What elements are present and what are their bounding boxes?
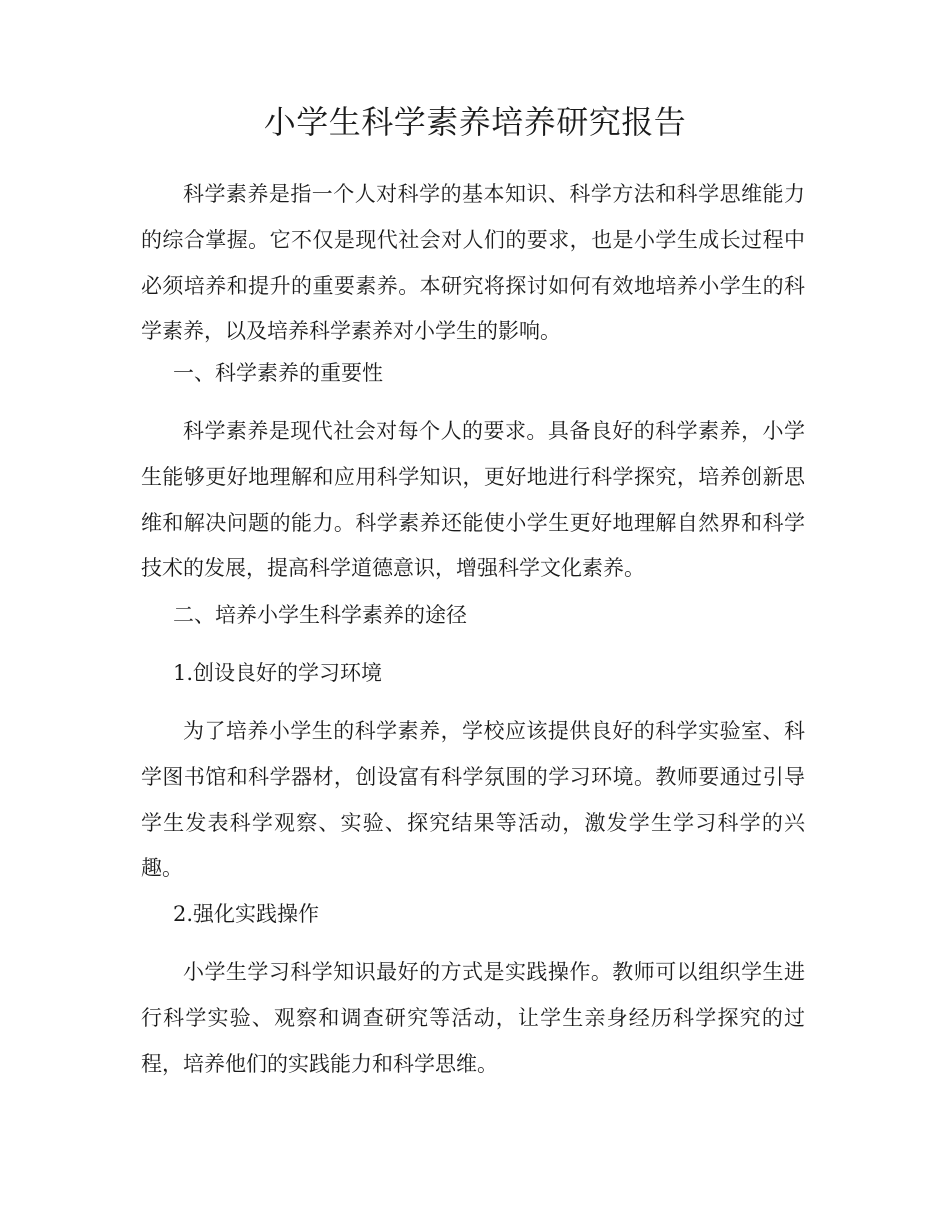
intro-paragraph: 科学素养是指一个人对科学的基本知识、科学方法和科学思维能力的综合掌握。它不仅是现代社会对人们的要求，也是小学生成长过程中必须培养和提升的重要素养。本研究将探讨如何有效地培养小学生的科学素养，以及培养科学素养对小学生的影响。 xyxy=(141,182,805,344)
subsection-heading-practice: 2.强化实践操作 xyxy=(173,902,320,926)
document-title: 小学生科学素养培养研究报告 xyxy=(263,103,687,141)
subsection-paragraph-environment: 为了培养小学生的科学素养，学校应该提供良好的科学实验室、科学图书馆和科学器材，创设富有科学氛围的学习环境。教师要通过引导学生发表科学观察、实验、探究结果等活动，激发学生学习科学的兴趣。 xyxy=(141,719,805,881)
section-heading-importance: 一、科学素养的重要性 xyxy=(173,361,383,385)
subsection-paragraph-practice: 小学生学习科学知识最好的方式是实践操作。教师可以组织学生进行科学实验、观察和调查研究等活动，让学生亲身经历科学探究的过程，培养他们的实践能力和科学思维。 xyxy=(141,960,805,1076)
section-heading-approaches: 二、培养小学生科学素养的途径 xyxy=(173,603,467,627)
subsection-heading-environment: 1.创设良好的学习环境 xyxy=(173,661,383,685)
section-paragraph-importance: 科学素养是现代社会对每个人的要求。具备良好的科学素养，小学生能够更好地理解和应用科学知识，更好地进行科学探究，培养创新思维和解决问题的能力。科学素养还能使小学生更好地理解自然界和科学技术的发展，提高科学道德意识，增强科学文化素养。 xyxy=(141,419,805,581)
